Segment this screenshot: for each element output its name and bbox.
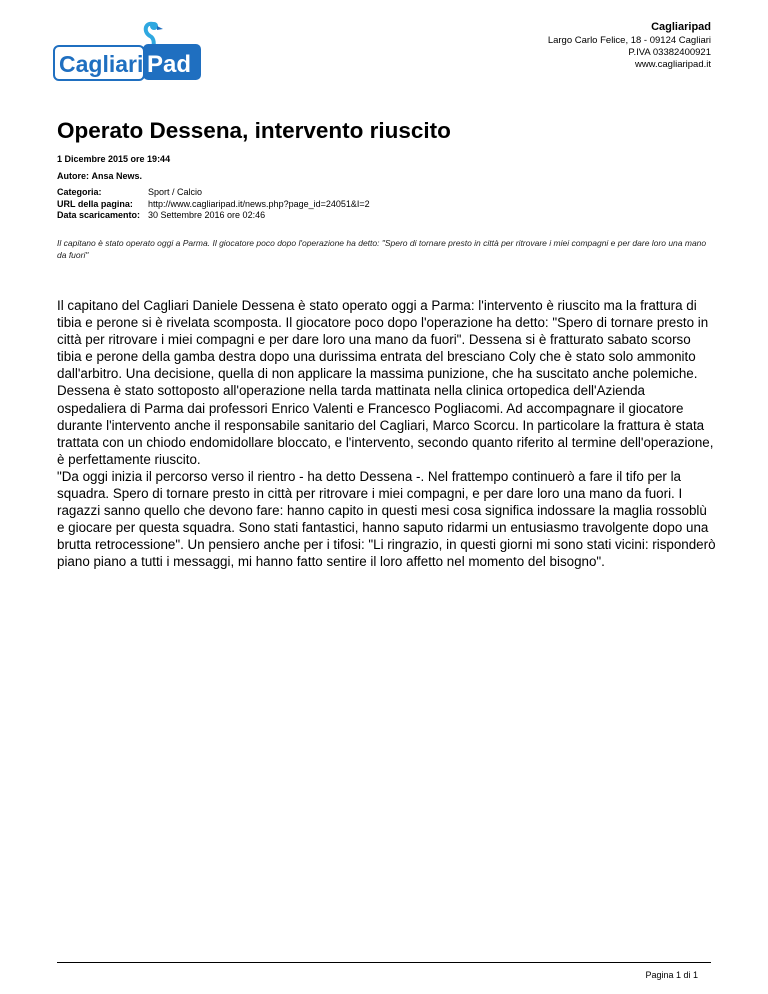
company-name: Cagliaripad — [651, 21, 711, 33]
article-author — [57, 171, 142, 181]
svg-text:Pad: Pad — [147, 51, 192, 78]
company-address: Largo Carlo Felice, 18 - 09124 Cagliari — [547, 35, 711, 46]
meta-row-url — [57, 199, 370, 211]
author-name: Ansa News. — [91, 171, 143, 181]
company-website[interactable]: www.cagliaripad.it — [634, 59, 711, 70]
category-label: Categoria: — [57, 187, 102, 197]
download-label: Data scaricamento: — [57, 210, 141, 220]
paragraph: Dessena è stato sottoposto all'operazione nella tarda mattinata nella clinica ortopedica dell'Azienda ospedaliera di Parma dai professori Enrico Valenti e Francesco Pogliacomi. Ad accompagnare il giocatore durante l'intervento anche il responsabile sanitario del Cagliari, Marco Scorcu. In particolare la frattura è stata trattata con un chiodo endomidollare bloccato, e l'intervento, secondo quanto riferito al termine dell'operazione, è perfettamente riuscito. — [57, 383, 714, 467]
article-title: Operato Dessena, intervento riuscito — [57, 118, 451, 143]
article-body — [57, 297, 717, 571]
paragraph: "Da oggi inizia il percorso verso il rientro - ha detto Dessena -. Nel frattempo continuerò a fare il tifo per la squadra. Spero di tornare presto in città per ritrovare i miei compagni, e per dare loro una mano da fuori. I ragazzi sanno quello che devono fare: hanno capito in questi mesi cosa significa indossare la maglia rossoblù e giocare per questa squadra. Sono stati fantastici, hanno saputo ridarmi un entusiasmo travolgente dopo una brutta retrocessione". Un pensiero anche per i tifosi: "Li ringrazio, in questi giorni mi sono stati vicini: risponderò piano piano a tutti i messaggi, mi hanno fatto sentire il loro affetto nel momento del bisogno". — [57, 468, 716, 570]
url-value[interactable]: http://www.cagliaripad.it/news.php?page_id=24051&I=2 — [148, 198, 370, 209]
company-info — [548, 19, 711, 71]
download-value: 30 Settembre 2016 ore 02:46 — [148, 210, 266, 220]
meta-row-download — [57, 210, 370, 222]
footer-divider — [57, 962, 711, 963]
article-date: 1 Dicembre 2015 ore 19:44 — [57, 154, 171, 164]
article-meta — [57, 187, 370, 222]
svg-text:Cagliari: Cagliari — [59, 51, 144, 77]
url-label: URL della pagina: — [57, 198, 133, 209]
page-number: Pagina 1 di 1 — [645, 970, 698, 980]
category-value: Sport / Calcio — [148, 187, 203, 197]
cagliaripad-logo — [53, 20, 203, 82]
meta-row-category — [57, 187, 370, 199]
author-label: Autore: — [57, 171, 89, 181]
company-vat: P.IVA 03382400921 — [628, 47, 711, 58]
article-summary: Il capitano è stato operato oggi a Parma. Il giocatore poco dopo l'operazione ha detto: "Spero di tornare presto in città per ritrovare i miei compagni e per dare loro una mano da fuori" — [57, 238, 707, 260]
paragraph: Il capitano del Cagliari Daniele Dessena è stato operato oggi a Parma: l'intervento è riuscito ma la frattura di tibia e perone si è rivelata scomposta. Il giocatore poco dopo l'operazione ha detto: "Spero di tornare presto in città per ritrovare i miei compagni e per dare loro una mano da fuori". Dessena si è fratturato sabato scorso tibia e perone della gamba destra dopo una durissima entrata del bresciano Coly che è stato solo ammonito dall'arbitro. Una decisione, quella di non applicare la massima punizione, che ha suscitato anche polemiche. — [57, 298, 709, 382]
